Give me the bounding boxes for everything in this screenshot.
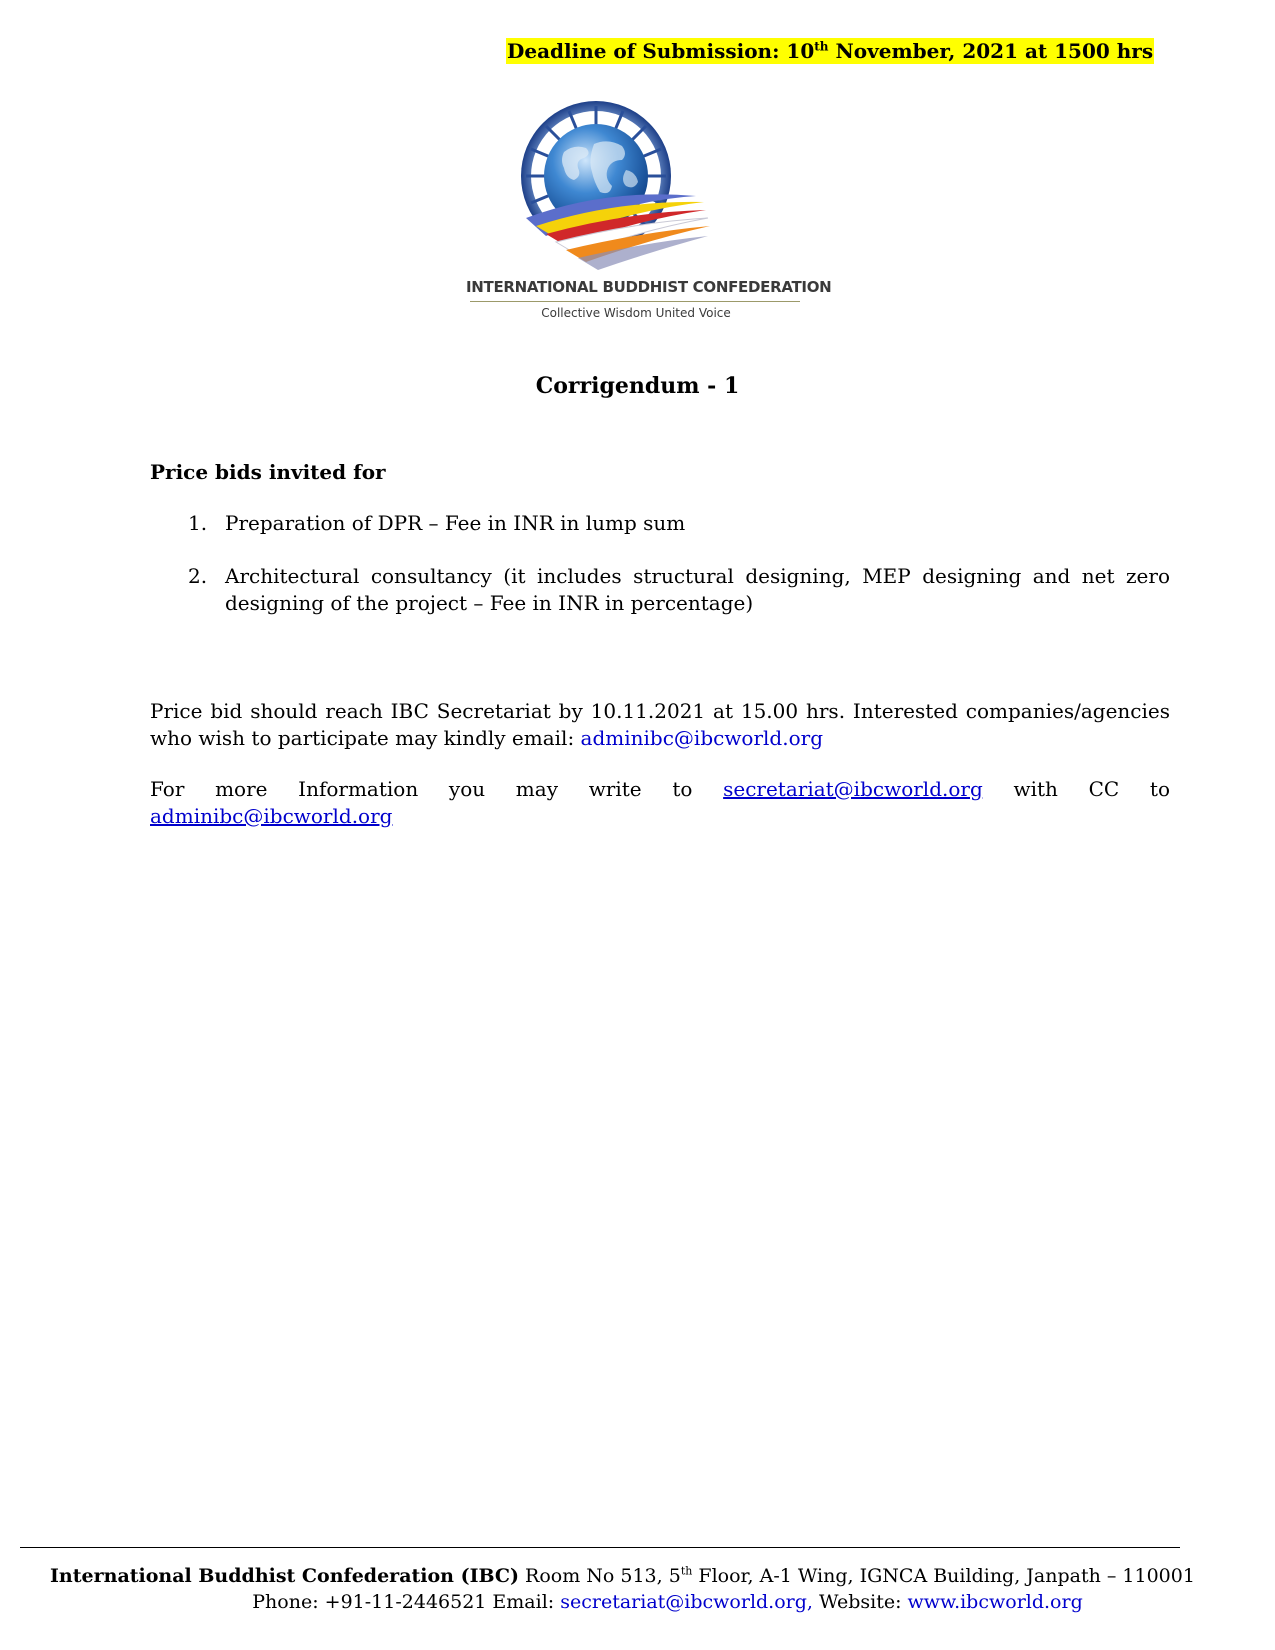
footer-org-name: International Buddhist Confederation (IBC): [50, 1565, 519, 1587]
deadline-banner: [506, 38, 1154, 64]
deadline-prefix: Deadline of Submission: 10: [507, 39, 815, 63]
logo-title: INTERNATIONAL BUDDHIST CONFEDERATION: [466, 278, 832, 296]
deadline-suffix: November, 2021 at 1500 hrs: [828, 39, 1154, 63]
footer-address-suffix: Floor, A-1 Wing, IGNCA Building, Janpath – 110001: [692, 1565, 1195, 1587]
section-heading: Price bids invited for: [150, 460, 386, 484]
footer-address-sup: th: [680, 1564, 693, 1578]
document-title: Corrigendum - 1: [535, 373, 740, 399]
footer-website-link[interactable]: www.ibcworld.org: [907, 1591, 1083, 1613]
footer-website-label: Website:: [812, 1591, 908, 1613]
deadline-sup: th: [814, 39, 829, 54]
list-item-text: Architectural consultancy (it includes structural designing, MEP designing and net zero designing of the project – Fee in INR in percentage): [225, 564, 1170, 615]
ibc-emblem-icon: [466, 100, 806, 278]
submission-paragraph: [150, 698, 1170, 752]
info-paragraph: [150, 776, 1170, 830]
footer-phone: Phone: +91-11-2446521 Email:: [252, 1591, 561, 1613]
secretariat-email-link[interactable]: secretariat@ibcworld.org: [723, 777, 983, 801]
list-item-text: Preparation of DPR – Fee in INR in lump sum: [225, 511, 686, 535]
ibc-logo: [466, 100, 832, 330]
footer-address: [0, 1564, 1275, 1589]
footer-address-prefix: Room No 513, 5: [519, 1565, 681, 1587]
cc-email-link[interactable]: adminibc@ibcworld.org: [150, 804, 393, 828]
list-item-number: 2.: [188, 564, 208, 588]
footer-email-link[interactable]: secretariat@ibcworld.org,: [560, 1591, 813, 1613]
list-item-number: 1.: [188, 511, 208, 535]
info-text: For more Information you may write to: [150, 777, 724, 801]
footer-contact: [0, 1590, 1275, 1615]
submission-text: Price bid should reach IBC Secretariat by 10.11.2021 at 15.00 hrs. Interested companies/agencies who wish to participate may kindly email:: [150, 699, 1170, 750]
logo-tagline: Collective Wisdom United Voice: [541, 306, 731, 320]
cc-text: with CC to: [982, 777, 1170, 801]
footer-divider: [20, 1547, 1180, 1548]
logo-divider: [470, 301, 800, 302]
admin-email-link[interactable]: adminibc@ibcworld.org: [580, 726, 823, 750]
